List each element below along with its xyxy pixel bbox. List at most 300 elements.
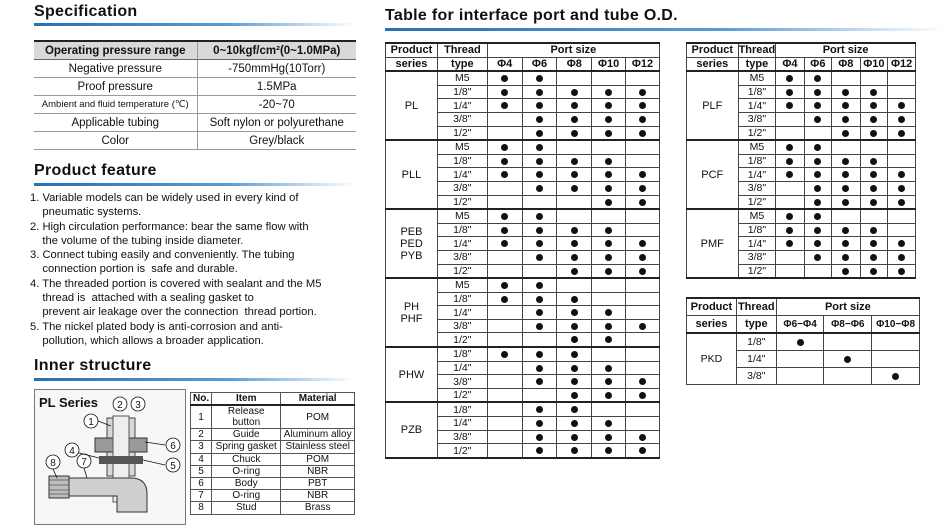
port-cell	[522, 278, 557, 292]
port-cell	[522, 375, 557, 389]
spec-label: Proof pressure	[34, 78, 197, 96]
port-dot	[814, 185, 821, 192]
port-header-row	[687, 43, 916, 57]
port-cell	[522, 264, 557, 278]
spec-row	[34, 78, 356, 96]
port-dot	[536, 434, 543, 441]
port-cell	[522, 361, 557, 375]
material-value: NBR	[281, 465, 355, 477]
port-cell	[888, 99, 916, 113]
material-row	[191, 477, 355, 489]
material-row	[191, 453, 355, 465]
thread-cell: 1/4"	[437, 168, 487, 182]
thread-header: Thread	[437, 43, 487, 57]
port-cell	[626, 140, 660, 154]
port-dot	[786, 171, 793, 178]
port-cell	[557, 417, 592, 431]
port-dot	[639, 171, 646, 178]
port-dot	[842, 227, 849, 234]
port-cell	[487, 237, 522, 251]
port-cell	[522, 333, 557, 347]
port-cell	[804, 85, 831, 99]
port-cell	[626, 430, 660, 444]
series-name: PCF	[701, 168, 724, 181]
port-dot	[605, 323, 612, 330]
port-cell	[860, 195, 888, 209]
spec-value: 1.5MPa	[197, 78, 356, 96]
material-row	[191, 441, 355, 453]
port-cell	[522, 168, 557, 182]
size-header: Φ6	[804, 57, 831, 71]
series-name: PHW	[398, 368, 425, 381]
thread-header: Thread	[738, 44, 776, 57]
material-row	[191, 490, 355, 502]
port-dot	[814, 75, 821, 82]
port-cell	[487, 126, 522, 140]
port-dot	[571, 323, 578, 330]
port-dot	[786, 89, 793, 96]
port-cell	[557, 444, 592, 458]
spec-value: -750mmHg(10Torr)	[197, 60, 356, 78]
port-cell	[592, 140, 626, 154]
port-cell	[557, 402, 592, 416]
material-no: 3	[191, 441, 212, 453]
port-cell	[776, 264, 804, 278]
port-cell	[832, 237, 860, 251]
port-dot	[870, 268, 877, 275]
port-row	[386, 209, 660, 223]
port-cell	[557, 250, 592, 264]
port-cell	[592, 71, 626, 85]
port-cell	[860, 99, 888, 113]
port-dot	[870, 199, 877, 206]
port-dot	[536, 102, 543, 109]
port-cell	[804, 223, 831, 237]
port-dot	[571, 420, 578, 427]
material-value: PBT	[281, 477, 355, 489]
port-cell	[487, 112, 522, 126]
port-cell	[626, 85, 660, 99]
callout-number: 7	[81, 457, 87, 468]
port-dot	[571, 336, 578, 343]
pkd-port-cell	[776, 333, 824, 351]
spec-value: Soft nylon or polyurethane	[197, 114, 356, 132]
port-dot	[786, 158, 793, 165]
pkd-product-header: Product	[687, 298, 737, 316]
port-cell	[626, 250, 660, 264]
port-cell	[832, 140, 860, 154]
port-dot	[842, 254, 849, 261]
thread-cell: 1/2"	[738, 195, 776, 209]
pkd-series-header: series	[687, 316, 737, 334]
port-cell	[487, 388, 522, 402]
port-cell	[626, 402, 660, 416]
feature-title-bar	[34, 183, 356, 186]
port-row	[687, 209, 916, 223]
product-header: Product	[687, 43, 739, 57]
port-cell	[592, 319, 626, 333]
port-cell	[487, 417, 522, 431]
port-cell	[592, 154, 626, 168]
port-dot	[870, 240, 877, 247]
feature-line: 5. The nickel plated body is anti-corrosion and anti-	[30, 320, 283, 333]
spec-label: Applicable tubing	[34, 114, 197, 132]
callout-number: 2	[117, 400, 123, 411]
port-dot	[605, 158, 612, 165]
series-cell	[386, 140, 438, 209]
thread-cell: M5	[437, 140, 487, 154]
port-cell	[888, 126, 916, 140]
port-cell	[832, 195, 860, 209]
port-cell	[626, 112, 660, 126]
port-cell	[626, 154, 660, 168]
port-dot	[536, 185, 543, 192]
pkd-size-header: Φ8−Φ6	[824, 316, 872, 334]
thread-cell: 1/8"	[437, 292, 487, 306]
port-dot	[501, 102, 508, 109]
spec-row	[34, 132, 356, 150]
port-cell	[557, 112, 592, 126]
port-dot	[571, 158, 578, 165]
port-row	[687, 71, 916, 85]
pkd-thread-cell: 3/8"	[736, 368, 776, 385]
port-dot	[605, 116, 612, 123]
series-cell	[386, 278, 438, 347]
size-header: Φ12	[888, 57, 916, 71]
port-dot	[639, 199, 646, 206]
series-cell	[386, 347, 438, 402]
port-dot	[844, 356, 851, 363]
port-dot	[536, 144, 543, 151]
port-dot	[870, 158, 877, 165]
series-name: PH	[403, 300, 420, 313]
port-cell	[487, 402, 522, 416]
port-dot	[605, 392, 612, 399]
size-header: Φ10	[592, 57, 626, 71]
port-cell	[832, 126, 860, 140]
port-dot	[639, 268, 646, 275]
port-table-left	[385, 42, 660, 459]
spec-row	[34, 41, 356, 60]
port-cell	[487, 99, 522, 113]
port-cell	[487, 250, 522, 264]
port-cell	[626, 388, 660, 402]
port-dot	[605, 240, 612, 247]
port-dot	[536, 240, 543, 247]
feature-title: Product feature	[34, 162, 157, 179]
thread-cell: M5	[437, 278, 487, 292]
port-cell	[804, 168, 831, 182]
material-item: Guide	[212, 429, 281, 441]
port-cell	[557, 319, 592, 333]
thread-cell: 1/4"	[738, 237, 776, 251]
port-cell	[592, 181, 626, 195]
port-cell	[776, 154, 804, 168]
port-dot	[605, 434, 612, 441]
port-size-header: Port size	[487, 43, 659, 57]
port-dot	[842, 89, 849, 96]
feature-line: thread is attached with a sealing gasket to	[30, 292, 254, 305]
material-no: 8	[191, 502, 212, 514]
port-cell	[888, 195, 916, 209]
feature-line: 3. Connect tubing easily and conveniently. The tubing	[30, 249, 295, 262]
port-dot	[639, 240, 646, 247]
port-dot	[797, 339, 804, 346]
feature-line: 4. The threaded portion is covered with sealant and the M5	[30, 277, 322, 290]
series-name: PMF	[700, 237, 724, 250]
pkd-header-row	[687, 298, 920, 316]
port-subheader-row	[386, 57, 660, 71]
port-dot	[536, 89, 543, 96]
port-dot	[639, 89, 646, 96]
port-cell	[592, 444, 626, 458]
port-cell	[888, 264, 916, 278]
material-no: 5	[191, 465, 212, 477]
spec-label: Operating pressure range	[34, 41, 197, 60]
port-dot	[605, 447, 612, 454]
port-dot	[814, 158, 821, 165]
port-cell	[557, 430, 592, 444]
port-cell	[522, 99, 557, 113]
port-cell	[860, 209, 888, 223]
material-item: Spring gasket	[212, 441, 281, 453]
port-cell	[776, 195, 804, 209]
type-header: type	[437, 57, 487, 71]
material-header-cell: No.	[191, 393, 212, 406]
port-cell	[557, 237, 592, 251]
port-cell	[522, 140, 557, 154]
port-cell	[626, 126, 660, 140]
port-cell	[832, 99, 860, 113]
material-header	[191, 393, 355, 406]
port-dot	[639, 447, 646, 454]
pkd-thread-cell: 1/4"	[736, 351, 776, 368]
port-cell	[804, 250, 831, 264]
port-dot	[639, 116, 646, 123]
material-no: 1	[191, 405, 212, 429]
port-dot	[501, 171, 508, 178]
product-header: Product	[386, 43, 438, 57]
pkd-size-header: Φ6−Φ4	[776, 316, 824, 334]
series-name: PLL	[401, 168, 422, 181]
series-cell	[386, 402, 438, 457]
thread-cell: M5	[437, 71, 487, 85]
port-cell	[487, 140, 522, 154]
port-cell	[860, 85, 888, 99]
port-cell	[626, 237, 660, 251]
port-dot	[814, 171, 821, 178]
port-cell	[487, 319, 522, 333]
diagram-series-label: PL Series	[39, 395, 99, 410]
size-header: Φ4	[487, 57, 522, 71]
port-cell	[860, 237, 888, 251]
port-cell	[522, 126, 557, 140]
port-cell	[487, 181, 522, 195]
pkd-port-cell	[776, 351, 824, 368]
port-cell	[804, 99, 831, 113]
port-dot	[786, 75, 793, 82]
port-cell	[522, 154, 557, 168]
thread-cell: 1/2"	[738, 126, 776, 140]
port-cell	[860, 223, 888, 237]
pkd-port-cell	[824, 368, 872, 385]
port-dot	[842, 130, 849, 137]
pl-series-diagram	[34, 389, 186, 525]
port-dot	[842, 240, 849, 247]
thread-cell: 1/8"	[437, 402, 487, 416]
port-cell	[487, 444, 522, 458]
port-dot	[639, 378, 646, 385]
port-dot	[842, 116, 849, 123]
port-dot	[842, 185, 849, 192]
port-cell	[860, 71, 888, 85]
port-dot	[536, 116, 543, 123]
port-cell	[557, 361, 592, 375]
port-cell	[804, 181, 831, 195]
thread-cell: 1/8"	[738, 154, 776, 168]
port-dot	[870, 102, 877, 109]
port-cell	[860, 140, 888, 154]
port-cell	[888, 209, 916, 223]
port-dot	[571, 171, 578, 178]
port-cell	[626, 181, 660, 195]
port-dot	[501, 282, 508, 289]
port-dot	[870, 171, 877, 178]
thread-cell: 3/8"	[738, 250, 776, 264]
inner-title-bar	[34, 378, 356, 381]
thread-cell: M5	[738, 71, 776, 85]
material-header-cell: Item	[212, 393, 281, 406]
callout-number: 8	[50, 458, 56, 469]
port-dot	[571, 378, 578, 385]
port-cell	[626, 347, 660, 361]
thread-cell: 3/8"	[437, 375, 487, 389]
port-cell	[888, 85, 916, 99]
port-dot	[639, 323, 646, 330]
pkd-series-cell: PKD	[687, 333, 737, 385]
port-cell	[888, 237, 916, 251]
thread-cell: 1/2"	[437, 388, 487, 402]
port-dot	[501, 75, 508, 82]
port-cell	[626, 375, 660, 389]
size-header: Φ6	[522, 57, 557, 71]
material-value: Aluminum alloy	[281, 429, 355, 441]
port-cell	[832, 264, 860, 278]
series-name: PED	[400, 237, 423, 250]
port-dot	[786, 102, 793, 109]
port-cell	[522, 430, 557, 444]
spec-table	[34, 40, 356, 150]
port-cell	[522, 250, 557, 264]
port-cell	[592, 250, 626, 264]
port-cell	[626, 278, 660, 292]
port-cell	[487, 292, 522, 306]
port-cell	[776, 250, 804, 264]
port-dot	[605, 89, 612, 96]
port-dot	[536, 158, 543, 165]
port-dot	[898, 185, 905, 192]
port-cell	[557, 347, 592, 361]
port-cell	[557, 375, 592, 389]
port-cell	[626, 223, 660, 237]
port-cell	[487, 430, 522, 444]
oring-band	[99, 456, 143, 464]
spec-label: Negative pressure	[34, 60, 197, 78]
port-cell	[626, 71, 660, 85]
port-cell	[487, 223, 522, 237]
port-cell	[522, 71, 557, 85]
thread-cell: 1/8"	[738, 85, 776, 99]
port-cell	[522, 209, 557, 223]
port-dot	[870, 185, 877, 192]
thread-cell: 1/8"	[437, 223, 487, 237]
port-dot	[605, 268, 612, 275]
port-cell	[522, 112, 557, 126]
pkd-port-cell	[824, 333, 872, 351]
material-value: Brass	[281, 502, 355, 514]
pkd-port-cell	[776, 368, 824, 385]
series-name: PLF	[702, 99, 723, 112]
port-cell	[487, 168, 522, 182]
thread-cell: M5	[738, 209, 776, 223]
thread-cell: 3/8"	[738, 112, 776, 126]
callout-number: 6	[170, 441, 176, 452]
port-cell	[522, 402, 557, 416]
port-cell	[626, 264, 660, 278]
port-cell	[626, 444, 660, 458]
port-dot	[814, 144, 821, 151]
port-dot	[898, 254, 905, 261]
port-dot	[605, 171, 612, 178]
thread-cell: M5	[437, 209, 487, 223]
port-cell	[888, 112, 916, 126]
port-cell	[487, 306, 522, 320]
port-cell	[626, 209, 660, 223]
port-cell	[804, 112, 831, 126]
port-dot	[898, 171, 905, 178]
port-dot	[842, 158, 849, 165]
series-cell	[687, 71, 739, 140]
port-cell	[776, 71, 804, 85]
feature-line: connection portion is safe and durable.	[30, 263, 238, 276]
material-item: O-ring	[212, 490, 281, 502]
thread-cell: 1/8"	[738, 223, 776, 237]
port-cell	[832, 112, 860, 126]
thread-cell: 3/8"	[437, 181, 487, 195]
port-cell	[776, 223, 804, 237]
thread-cell: 1/4"	[738, 99, 776, 113]
thread-cell: 3/8"	[437, 319, 487, 333]
pkd-thread-header: Thread	[736, 298, 776, 316]
port-dot	[898, 102, 905, 109]
port-dot	[571, 434, 578, 441]
port-cell	[487, 154, 522, 168]
port-cell	[832, 181, 860, 195]
port-cell	[860, 264, 888, 278]
port-cell	[888, 181, 916, 195]
thread-cell: 1/2"	[437, 264, 487, 278]
spec-value: Grey/black	[197, 132, 356, 150]
thread-cell: 1/2"	[437, 333, 487, 347]
spec-label: Color	[34, 132, 197, 150]
port-cell	[522, 347, 557, 361]
series-cell	[386, 71, 438, 140]
port-dot	[571, 240, 578, 247]
thread-cell: 3/8"	[437, 430, 487, 444]
callout-number: 3	[135, 400, 141, 411]
port-dot	[898, 268, 905, 275]
port-cell	[626, 361, 660, 375]
